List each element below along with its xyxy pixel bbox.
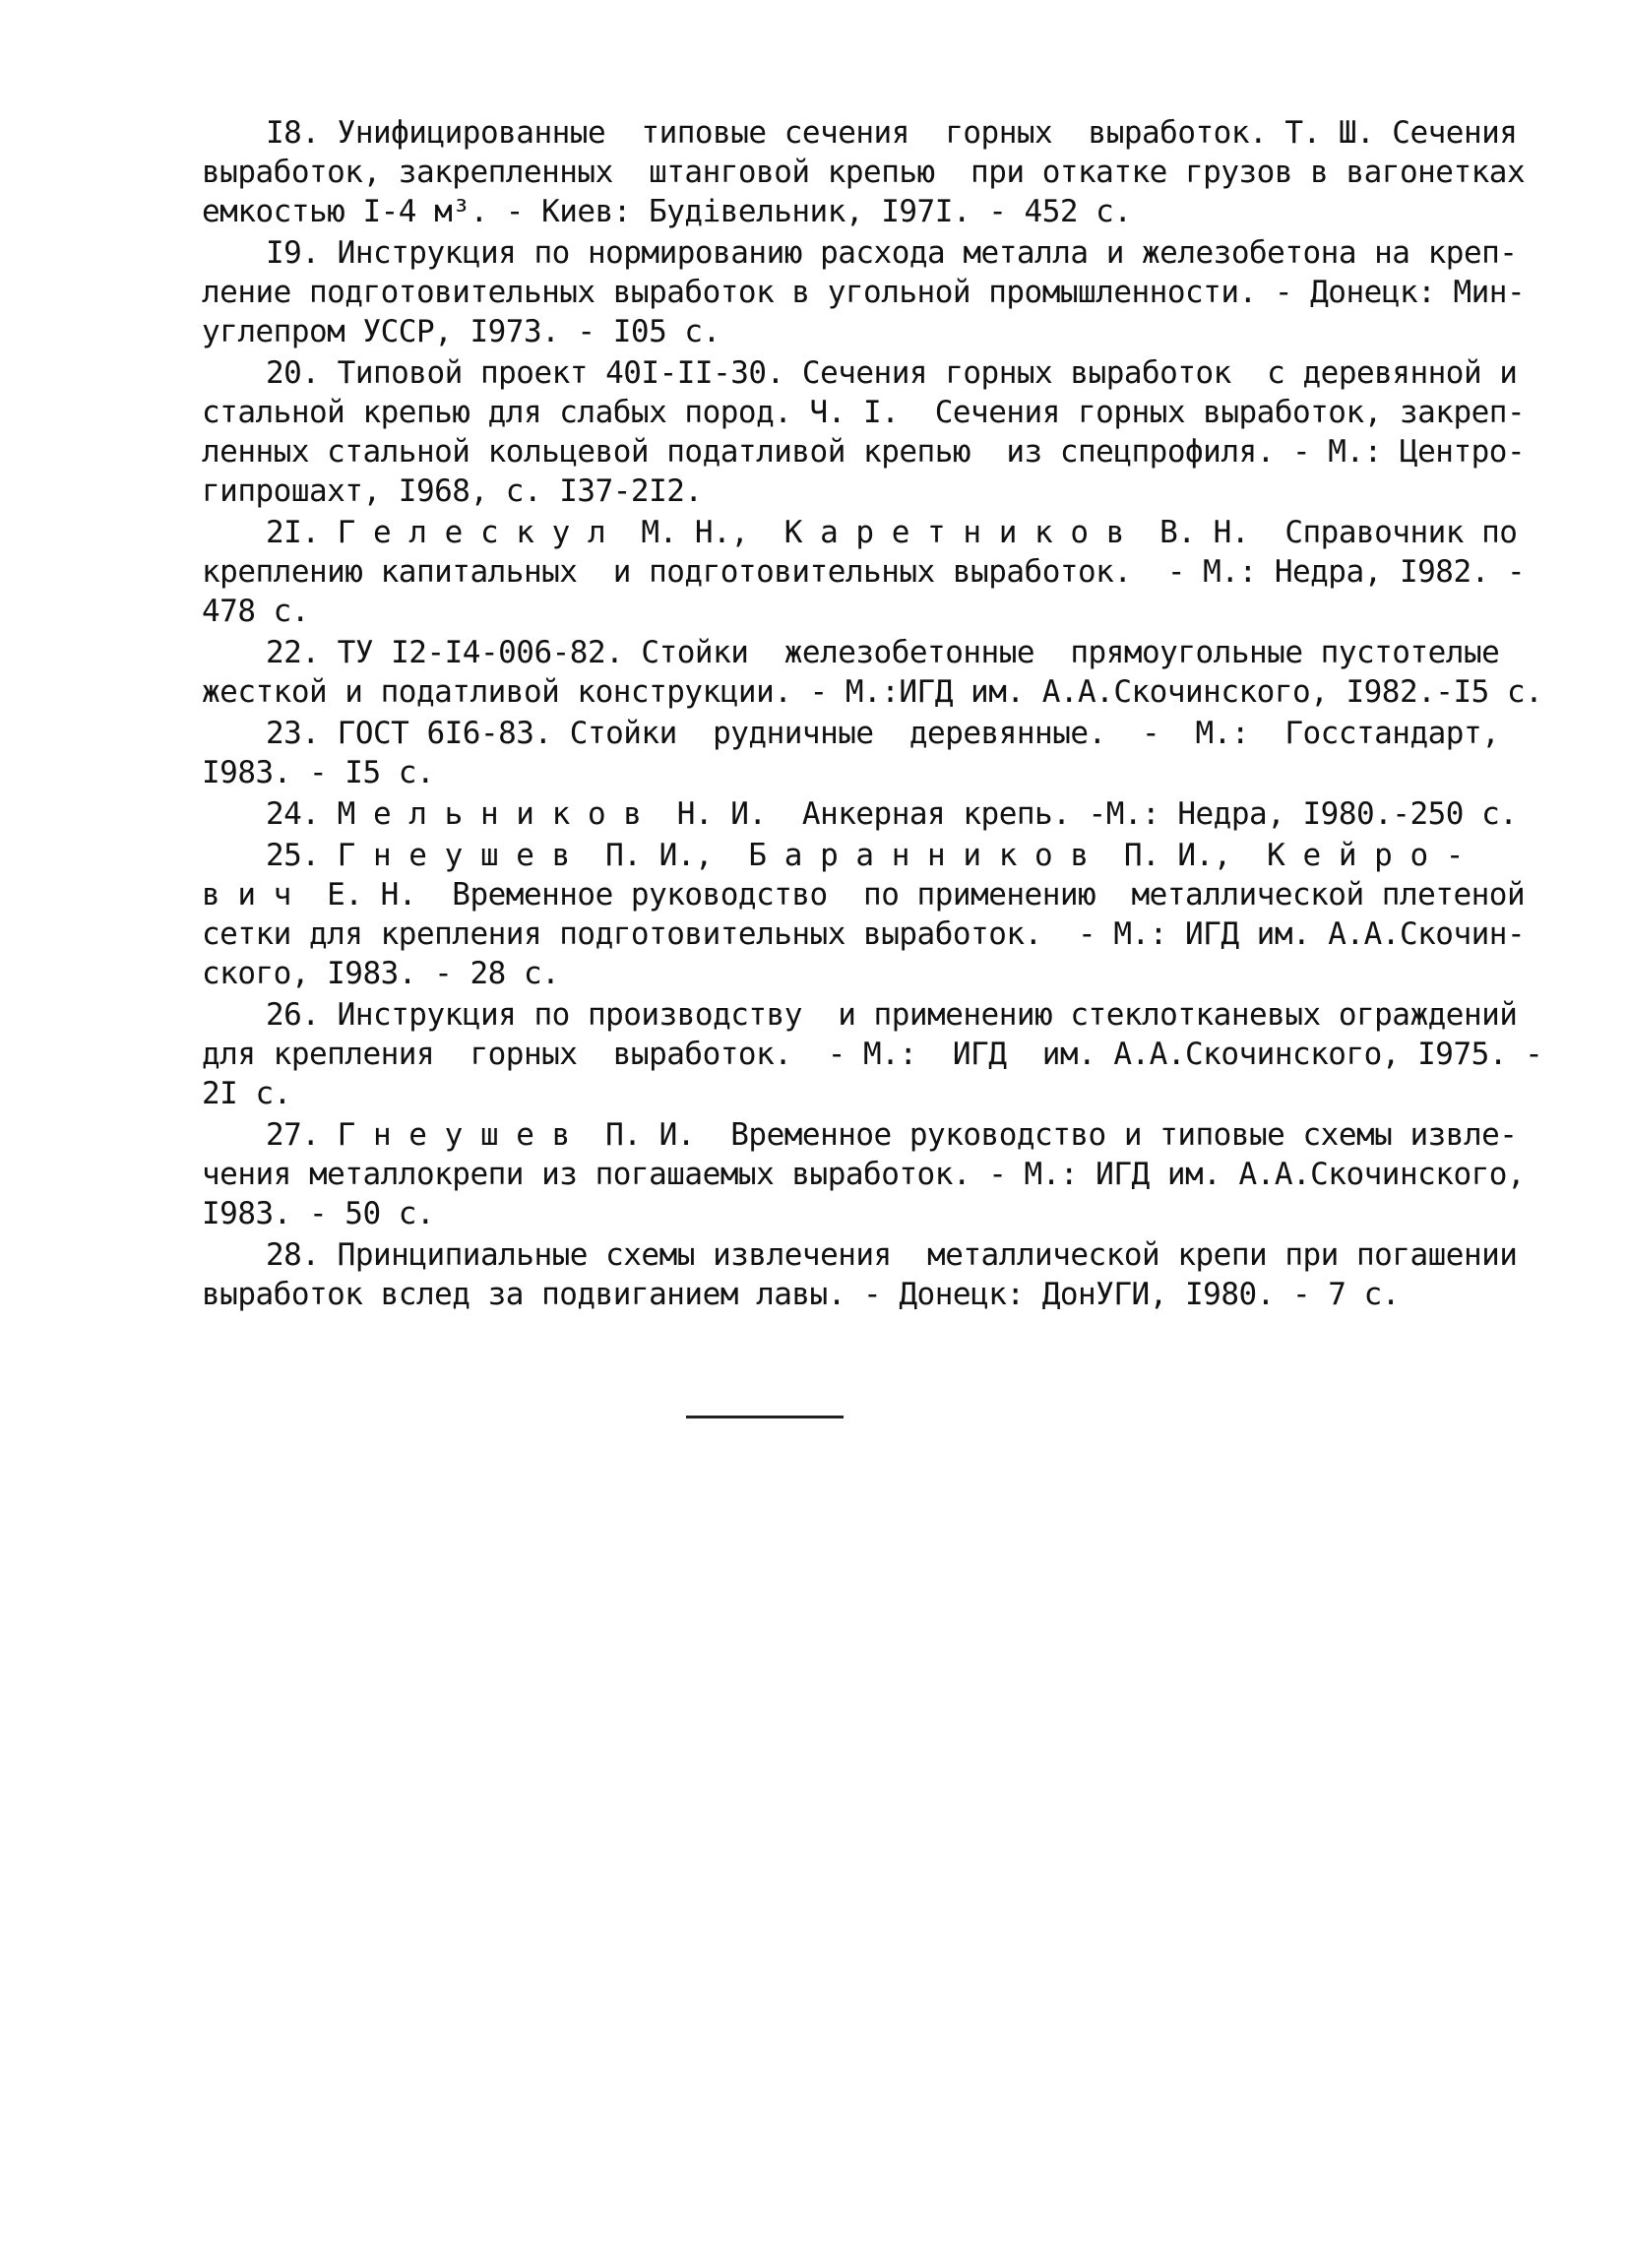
end-divider [686, 1416, 844, 1418]
reference-line: I983. - I5 с. [202, 755, 435, 790]
reference-line: 2I. Г е л е с к у л М. Н., К а р е т н и к о в В. Н. Справочник по [266, 515, 1518, 550]
reference-entry-20 [202, 353, 1526, 511]
reference-line: I8. Унифицированные типовые сечения горных выработок. Т. Ш. Сечения [266, 115, 1518, 151]
reference-entry-21 [202, 513, 1526, 631]
reference-entry-24 [202, 794, 1518, 834]
reference-line: гипрошахт, I968, с. I37-2I2. [202, 473, 703, 509]
reference-entry-28 [202, 1235, 1518, 1314]
reference-line: стальной крепью для слабых пород. Ч. I. Сечения горных выработок, закреп- [202, 395, 1526, 430]
reference-entry-27 [202, 1115, 1526, 1233]
reference-line: 22. ТУ I2-I4-006-82. Стойки железобетонные прямоугольные пустотелые [266, 635, 1500, 670]
reference-entry-19 [202, 233, 1526, 351]
reference-line: 24. М е л ь н и к о в Н. И. Анкерная крепь. -М.: Недра, I980.-250 с. [266, 796, 1518, 832]
reference-line: емкостью I-4 м³. - Киев: Будiвельник, I97I. - 452 с. [202, 194, 1132, 229]
reference-line: ского, I983. - 28 с. [202, 956, 560, 991]
reference-line: выработок, закрепленных штанговой крепью при откатке грузов в вагонетках [202, 155, 1526, 190]
reference-entry-18 [202, 113, 1526, 231]
reference-line: 25. Г н е у ш е в П. И., Б а р а н н и к о в П. И., К е й р о - [266, 838, 1464, 873]
reference-line: выработок вслед за подвиганием лавы. - Донецк: ДонУГИ, I980. - 7 с. [202, 1277, 1400, 1312]
reference-line: для крепления горных выработок. - М.: ИГД им. А.А.Скочинского, I975. - [202, 1037, 1543, 1072]
reference-line: в и ч Е. Н. Временное руководство по применению металлической плетеной [202, 877, 1526, 913]
reference-line: I983. - 50 с. [202, 1196, 435, 1231]
reference-line: 27. Г н е у ш е в П. И. Временное руководство и типовые схемы извле- [266, 1117, 1518, 1153]
reference-line: жесткой и податливой конструкции. - М.:ИГД им. А.А.Скочинского, I982.-I5 с. [202, 674, 1543, 710]
reference-entry-26 [202, 995, 1543, 1113]
reference-line: 478 с. [202, 594, 309, 629]
reference-line: сетки для крепления подготовительных выработок. - М.: ИГД им. А.А.Скочин- [202, 916, 1526, 952]
reference-line: 28. Принципиальные схемы извлечения металлической крепи при погашении [266, 1237, 1518, 1273]
reference-line: 20. Типовой проект 40I-II-30. Сечения горных выработок с деревянной и [266, 355, 1518, 391]
reference-line: 26. Инструкция по производству и применению стеклотканевых ограждений [266, 997, 1518, 1033]
reference-line: I9. Инструкция по нормированию расхода металла и железобетона на креп- [266, 235, 1518, 271]
reference-entry-25 [202, 836, 1526, 993]
reference-list [202, 113, 1543, 1316]
reference-line: чения металлокрепи из погашаемых выработок. - М.: ИГД им. А.А.Скочинского, [202, 1157, 1526, 1192]
reference-line: креплению капитальных и подготовительных выработок. - М.: Недра, I982. - [202, 554, 1526, 590]
reference-line: ленных стальной кольцевой податливой крепью из спецпрофиля. - М.: Центро- [202, 434, 1526, 470]
reference-entry-23 [202, 714, 1500, 792]
reference-line: 23. ГОСТ 6I6-83. Стойки рудничные деревянные. - М.: Госстандарт, [266, 716, 1500, 751]
reference-line: 2I с. [202, 1076, 291, 1111]
reference-entry-22 [202, 633, 1543, 712]
reference-line: углепром УССР, I973. - I05 с. [202, 314, 720, 349]
reference-line: ление подготовительных выработок в угольной промышленности. - Донецк: Мин- [202, 275, 1526, 310]
